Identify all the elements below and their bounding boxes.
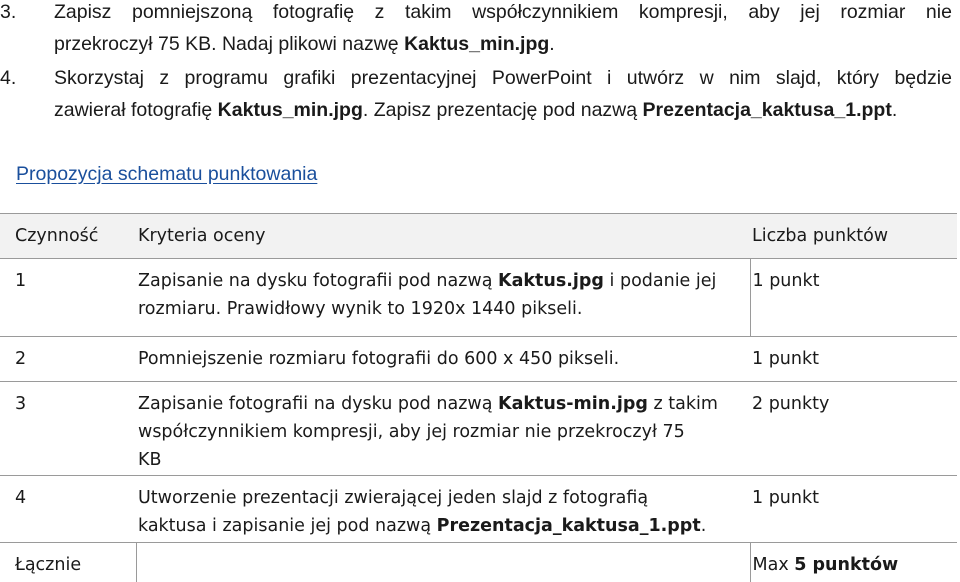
row-criteria: Zapisanie fotografii na dysku pod nazwą Kaktus-min.jpg z takim współczynnikiem kompresji, aby jej rozmiar nie przekroczył 75 KB (136, 382, 750, 476)
word: kompresji, (638, 1, 728, 23)
row-criteria: Zapisanie na dysku fotografii pod nazwą Kaktus.jpg i podanie jej rozmiaru. Prawidłowy wynik to 1920x 1440 pikseli. (136, 259, 750, 337)
scheme-heading: Propozycja schematu punktowania (16, 163, 318, 185)
table-row (0, 259, 957, 337)
word: z (374, 1, 385, 23)
scoring-table (0, 213, 957, 582)
filename: Kaktus_min.jpg (404, 33, 550, 55)
word: PowerPoint (491, 67, 592, 89)
word: rozmiar (840, 1, 906, 23)
row-criteria: Utworzenie prezentacji zwierającej jeden slajd z fotografią kaktusa i zapisanie jej pod nazwą Prezentacja_kaktusa_1.ppt. (136, 476, 750, 543)
header-points: Liczba punktów (750, 214, 957, 259)
row-points: 1 punkt (750, 337, 957, 382)
word: takim (404, 1, 452, 23)
word: w (699, 67, 714, 89)
instruction-number: 4. (0, 67, 17, 89)
word: nie (925, 1, 952, 23)
word: slajd, (775, 67, 822, 89)
row-activity: 2 (0, 337, 136, 382)
instruction-4-line1 (54, 62, 952, 94)
instruction-4-line2: zawierał fotografię Kaktus_min.jpg. Zapisz prezentację pod nazwą Prezentacja_kaktusa_1.ppt. (54, 99, 898, 121)
header-criteria: Kryteria oceny (136, 214, 750, 259)
filename: Kaktus_min.jpg (217, 99, 363, 121)
row-activity: 3 (0, 382, 136, 476)
instruction-3-line1 (54, 0, 952, 28)
word: jej (800, 1, 820, 23)
word: utwórz (626, 67, 685, 89)
word: prezentacyjnej (350, 67, 477, 89)
table-header-row (0, 214, 957, 259)
row-activity: 1 (0, 259, 136, 337)
table-total-row (0, 543, 957, 582)
word: aby (748, 1, 780, 23)
instruction-number: 3. (0, 1, 17, 23)
word: fotografię (272, 1, 355, 23)
word: nim (729, 67, 761, 89)
table-row (0, 476, 957, 543)
word: który (836, 67, 880, 89)
header-activity: Czynność (0, 214, 136, 259)
word: Zapisz (54, 1, 112, 23)
word: grafiki (283, 67, 336, 89)
total-label: Łącznie (15, 555, 82, 575)
instruction-3-line2: przekroczył 75 KB. Nadaj plikowi nazwę Kaktus_min.jpg. (54, 33, 555, 55)
table-row (0, 337, 957, 382)
word: i (607, 67, 612, 89)
table-row (0, 382, 957, 476)
word: współczynnikiem (472, 1, 619, 23)
total-points: Max 5 punktów (752, 555, 899, 575)
word: pomniejszoną (131, 1, 253, 23)
word: będzie (894, 67, 952, 89)
word: Skorzystaj (54, 67, 144, 89)
word: programu (184, 67, 268, 89)
filename: Prezentacja_kaktusa_1.ppt (642, 99, 892, 121)
row-points: 2 punkty (750, 382, 957, 476)
row-points: 1 punkt (750, 476, 957, 543)
row-points: 1 punkt (750, 259, 957, 337)
row-activity: 4 (0, 476, 136, 543)
row-criteria: Pomniejszenie rozmiaru fotografii do 600 x 450 pikseli. (136, 337, 750, 382)
word: z (159, 67, 170, 89)
total-criteria-empty (136, 543, 750, 582)
